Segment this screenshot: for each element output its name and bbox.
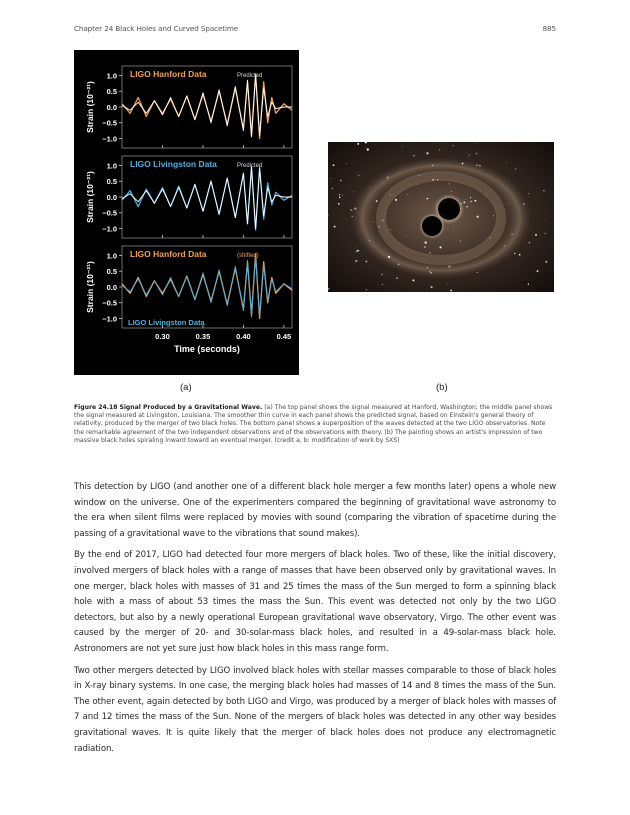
star (470, 197, 471, 198)
star (354, 207, 356, 209)
star (406, 236, 407, 237)
star (390, 229, 391, 230)
panel-title: LIGO Livingston Data (130, 159, 217, 169)
x-tick-label: 0.45 (276, 332, 292, 341)
star (544, 219, 545, 220)
star (355, 260, 357, 262)
x-tick-label: 0.35 (195, 332, 211, 341)
star (390, 194, 391, 195)
series-line-2-2 (122, 167, 292, 229)
y-tick-label: 1.0 (106, 251, 117, 261)
y-tick-label: 0.0 (106, 192, 117, 202)
star (449, 183, 450, 184)
star (353, 191, 354, 192)
star (387, 177, 389, 179)
star (468, 154, 469, 155)
chapter-title: Chapter 24 Black Holes and Curved Spacetime (74, 24, 239, 33)
y-tick-label: −0.5 (102, 208, 117, 218)
star (366, 289, 367, 290)
star (328, 288, 330, 290)
star (511, 233, 513, 235)
star (460, 240, 461, 241)
star (463, 201, 465, 203)
subfigure-label-a: (a) (180, 382, 192, 393)
star (429, 271, 430, 272)
star (514, 253, 516, 255)
star (376, 200, 378, 202)
ligo-strain-chart-svg (74, 50, 299, 375)
star (334, 226, 336, 228)
star (476, 216, 478, 218)
star (543, 190, 544, 191)
star (357, 143, 359, 145)
star (338, 203, 340, 205)
star (466, 206, 467, 207)
star (419, 175, 420, 176)
star (437, 179, 438, 180)
y-tick-label: 0.5 (106, 177, 117, 187)
star (346, 163, 347, 164)
star (425, 241, 427, 243)
y-tick-label: 1.0 (106, 71, 117, 81)
star (479, 165, 481, 167)
star (381, 274, 382, 275)
star (369, 240, 370, 241)
y-tick-label: 0.5 (106, 87, 117, 97)
star (366, 261, 368, 263)
x-axis-label: Time (seconds) (174, 344, 240, 354)
y-axis-label: Strain (10⁻²¹) (85, 261, 95, 313)
star (339, 194, 340, 195)
star (413, 155, 415, 157)
black-hole-right (438, 198, 460, 220)
y-axis-label: Strain (10⁻²¹) (85, 171, 95, 223)
star (378, 226, 380, 228)
star (545, 261, 547, 263)
figure-caption (74, 404, 556, 445)
bottom-legend: LIGO Livingston Data (128, 318, 205, 327)
star (342, 195, 343, 196)
panel-title: LIGO Hanford Data (130, 249, 207, 259)
star (523, 203, 524, 204)
star (398, 264, 399, 265)
star (385, 213, 386, 214)
star (340, 180, 342, 182)
figure-caption-text: (a) The top panel shows the signal measured at Hanford, Washington; the middle panel shows the signal measured at Livingston, Louisiana. The smoother thin curve in each panel shows the predicted signal, based on Einstein's general theory of relativity, produced by the merger of two black holes. The bottom panel shows a superposition of the waves detected at the two LIGO observatories. Note the remarkable agreement of the two independent observations and of the observations with theory. (b) The painting shows an artist's impression of two massive black holes spiraling inward toward an eventual merger. (credit a, b: modification of work by SXS) (74, 404, 553, 444)
star (448, 266, 450, 268)
star (370, 187, 371, 188)
y-tick-label: −0.5 (102, 118, 117, 128)
y-tick-label: −1.0 (102, 134, 117, 144)
star (529, 242, 530, 243)
star (528, 193, 529, 194)
panel-annotation: (shifted) (237, 253, 259, 259)
star (339, 197, 340, 198)
star (439, 246, 441, 248)
star (451, 191, 452, 192)
star (402, 146, 403, 147)
star (476, 164, 478, 166)
y-tick-label: −1.0 (102, 314, 117, 324)
star (426, 267, 427, 268)
black-hole-painting (328, 142, 554, 292)
star (528, 284, 529, 285)
star (515, 168, 516, 169)
paragraph: Two other mergers detected by LIGO involved black holes with stellar masses comparable to those of black holes in X-ray binary systems. In one case, the merging black holes had masses of 14 and 8 times the mass of the Sun. The other event, again detected by both LIGO and Virgo, was produced by a merger of black holes with masses of 7 and 12 times the mass of the Sun. None of the mergers of black holes was detected in any other way besides gravitational waves. It is quite likely that the merger of black holes does not produce any electromagnetic radiation. (74, 665, 556, 754)
star (476, 143, 477, 144)
star (477, 272, 478, 273)
star (468, 157, 469, 158)
figure-title: Signal Produced by a Gravitational Wave. (119, 404, 263, 411)
star (453, 227, 454, 228)
star (493, 215, 494, 216)
star (418, 184, 419, 185)
star (430, 272, 432, 274)
star (509, 203, 510, 204)
paragraph: By the end of 2017, LIGO had detected four more mergers of black holes. Two of these, like the initial discovery, involved mergers of black holes with a range of masses that have been observed only by gravitational waves. In one merger, black holes with masses of 31 and 25 times the mass of the Sun merged to form a spinning black hole with a mass of about 53 times the mass the Sun. This event was detected not only by the two LIGO detectors, but also by a newly operational European gravitational wave observatory, Virgo. The other event was caused by the merger of 20- and 30-solar-mass black holes, and resulted in a 49-solar-mass black hole. Astronomers are not yet sure just how black holes in this mass range form. (74, 550, 556, 654)
paragraph: This detection by LIGO (and another one of a different black hole merger a few months later) opens a whole new window on the universe. One of the experimenters compared the beginning of gravitational wave astronomy to the era when silent films were replaced by movies with sound (comparing the vibration of spacetime during the passing of a gravitational wave to the vibrations that sound makes). (74, 482, 556, 539)
star (504, 246, 505, 247)
x-tick-label: 0.40 (236, 332, 251, 341)
star (470, 200, 472, 202)
star (506, 162, 507, 163)
star (412, 279, 414, 281)
star (530, 227, 531, 228)
y-axis-label: Strain (10⁻²¹) (85, 81, 95, 133)
star (439, 149, 440, 150)
star (535, 234, 537, 236)
star (350, 209, 352, 211)
star (426, 152, 428, 154)
star (382, 284, 383, 285)
page-number: 885 (542, 24, 556, 33)
figure-number: Figure 24.18 (74, 404, 118, 411)
panel-annotation: Predicted (237, 73, 263, 79)
star (345, 274, 346, 275)
star (388, 256, 390, 258)
star (519, 254, 521, 256)
star (382, 219, 384, 221)
star (333, 164, 335, 166)
star (474, 200, 476, 202)
y-tick-label: −0.5 (102, 298, 117, 308)
star (332, 188, 334, 190)
panel-title: LIGO Hanford Data (130, 69, 207, 79)
star (462, 163, 464, 165)
star (545, 233, 546, 234)
star (396, 277, 398, 279)
y-tick-label: −1.0 (102, 224, 117, 234)
star (388, 285, 389, 286)
y-tick-label: 0.0 (106, 102, 117, 112)
star (450, 290, 452, 292)
star (466, 199, 467, 200)
body-text (74, 480, 556, 763)
star (358, 175, 359, 176)
star (367, 148, 369, 150)
star (395, 199, 397, 201)
running-head (74, 24, 556, 36)
star (331, 178, 332, 179)
subfigure-label-b: (b) (436, 382, 448, 393)
star (352, 216, 353, 217)
star (357, 250, 359, 252)
ligo-strain-chart (74, 50, 299, 375)
series-line-1-2 (122, 76, 292, 138)
star (366, 147, 367, 148)
star (432, 165, 433, 166)
star (424, 246, 426, 248)
star (491, 190, 492, 191)
star (427, 198, 429, 200)
star (447, 283, 448, 284)
x-tick-label: 0.30 (155, 332, 170, 341)
star (407, 194, 408, 195)
star (453, 145, 454, 146)
y-tick-label: 0.5 (106, 267, 117, 277)
star (476, 153, 478, 155)
series-line-3-2 (122, 256, 292, 318)
star (537, 270, 539, 272)
star (431, 286, 433, 288)
panel-annotation: Predicted (237, 163, 263, 169)
star (429, 252, 430, 253)
star (489, 237, 490, 238)
y-tick-label: 1.0 (106, 161, 117, 171)
y-tick-label: 0.0 (106, 282, 117, 292)
star (432, 179, 434, 181)
star (373, 221, 374, 222)
black-hole-merger-illustration (328, 142, 554, 292)
